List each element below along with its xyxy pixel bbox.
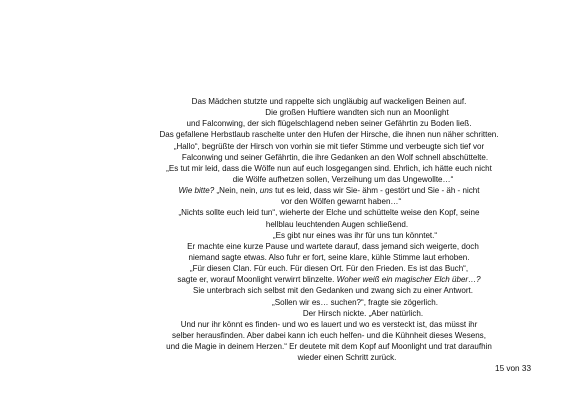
text-line bbox=[125, 207, 533, 218]
text-line bbox=[125, 196, 533, 207]
text-segment: Die großen Huftiere wandten sich nun an Moonlight bbox=[265, 108, 449, 118]
text-line bbox=[125, 163, 533, 174]
italic-text-segment: uns bbox=[259, 186, 273, 196]
text-segment: tut es leid, dass wir Sie- ähm - gestört und Sie - äh - nicht bbox=[272, 186, 480, 196]
text-segment: „Für diesen Clan. Für euch. Für diesen Ort. Für den Frieden. Es ist das Buch“, bbox=[189, 264, 469, 274]
text-segment: „Nein, nein, bbox=[214, 186, 260, 196]
text-line bbox=[125, 341, 533, 352]
text-line bbox=[125, 129, 533, 140]
italic-text-segment: Woher weiß ein magischer Elch über…? bbox=[336, 275, 481, 285]
text-line bbox=[125, 141, 533, 152]
text-line bbox=[125, 241, 533, 252]
text-line bbox=[125, 230, 533, 241]
text-segment: Der Hirsch nickte. „Aber natürlich. bbox=[302, 308, 424, 318]
text-line bbox=[125, 352, 533, 363]
text-segment: „Sollen wir es… suchen?“, fragte sie zögerlich. bbox=[272, 297, 438, 307]
text-segment: „Hallo“, begrüßte der Hirsch von vorhin sie mit tiefer Stimme und verbeugte sich tief vor bbox=[173, 141, 485, 151]
text-segment: „Nichts sollte euch leid tun“, wieherte der Elche und schüttelte weise den Kopf, seine bbox=[178, 208, 480, 218]
text-line bbox=[125, 152, 533, 163]
text-line bbox=[125, 185, 533, 196]
text-line bbox=[125, 96, 533, 107]
text-line bbox=[125, 319, 533, 330]
text-line bbox=[125, 330, 533, 341]
text-segment: Falconwing und seiner Gefährtin, die ihre Gedanken an den Wolf schnell abschüttelte. bbox=[181, 152, 489, 162]
text-segment: „Es gibt nur eines was ihr für uns tun könntet.“ bbox=[272, 230, 438, 240]
text-segment: und die Magie in deinem Herzen.“ Er deutete mit dem Kopf auf Moonlight und trat daraufhin bbox=[166, 342, 492, 352]
text-line bbox=[125, 107, 533, 118]
text-line bbox=[125, 285, 533, 296]
text-segment: vor den Wölfen gewarnt haben…“ bbox=[280, 197, 402, 207]
text-segment: wieder einen Schritt zurück. bbox=[297, 353, 397, 363]
text-segment: Das gefallene Herbstlaub raschelte unter den Hufen der Hirsche, die ihnen nun näher schritten. bbox=[159, 130, 499, 140]
italic-text-segment: Wie bitte? bbox=[178, 186, 215, 196]
page-number: 15 von 33 bbox=[495, 364, 531, 373]
text-line bbox=[125, 274, 533, 285]
story-text bbox=[125, 96, 533, 363]
text-segment: und Falconwing, der sich flügelschlagend neben seiner Gefährtin zu Boden ließ. bbox=[186, 119, 472, 129]
text-line bbox=[125, 308, 533, 319]
text-segment: „Es tut mir leid, dass die Wölfe nun auf euch losgegangen sind. Ehrlich, ich hätte euch nicht bbox=[166, 163, 492, 173]
text-line bbox=[125, 252, 533, 263]
text-segment: Sie unterbrach sich selbst mit den Gedanken und zwang sich zu einer Antwort. bbox=[192, 286, 473, 296]
text-line bbox=[125, 297, 533, 308]
text-line bbox=[125, 263, 533, 274]
text-segment: selber herausfinden. Aber dabei kann ich euch helfen- und die Kühnheit dieses Wesens, bbox=[172, 330, 486, 340]
text-segment: niemand sagte etwas. Also fuhr er fort, seine klare, kühle Stimme laut erhoben. bbox=[188, 252, 470, 262]
text-segment: Und nur ihr könnt es finden- und wo es lauert und wo es versteckt ist, das müsst ihr bbox=[180, 319, 478, 329]
text-segment: Er machte eine kurze Pause und wartete darauf, dass jemand sich weigerte, doch bbox=[187, 241, 479, 251]
text-segment: die Wölfe aufhetzen sollen, Verzeihung um das Ungewollte…“ bbox=[232, 174, 454, 184]
text-segment: sagte er, worauf Moonlight verwirrt blinzelte. bbox=[177, 275, 337, 285]
text-segment: hellblau leuchtenden Augen schließend. bbox=[265, 219, 409, 229]
text-line bbox=[125, 219, 533, 230]
text-line bbox=[125, 174, 533, 185]
text-line bbox=[125, 118, 533, 129]
text-segment: Das Mädchen stutzte und rappelte sich ungläubig auf wackeligen Beinen auf. bbox=[191, 97, 467, 106]
